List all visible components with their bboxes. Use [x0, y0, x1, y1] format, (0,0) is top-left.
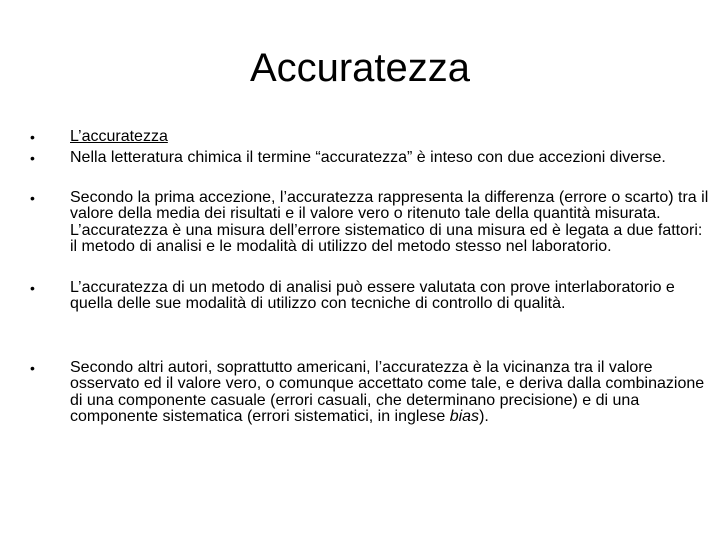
bullet-icon: •: [30, 190, 35, 206]
bullet-icon: •: [30, 280, 35, 296]
bullet-item-3: [30, 189, 710, 255]
bullet-item-5: [30, 359, 710, 425]
bullet-text-main: Secondo altri autori, soprattutto americani, l’accuratezza è la vicinanza tra il valore osservato ed il valore vero, o comunque accettato come tale, e deriva dalla combinazione di una componente casuale (errori casuali, che determinano precisione) e di una componente sistematica (errori sistematici, in inglese: [70, 359, 705, 425]
bullet-icon: •: [30, 150, 35, 166]
bullet-item-2: [30, 149, 710, 166]
bullet-text-end: ).: [479, 407, 489, 425]
bullet-text-italic: bias: [449, 407, 480, 425]
slide-title: Accuratezza: [249, 46, 471, 90]
bullet-item-4: [30, 279, 710, 313]
bullet-text: Secondo la prima accezione, l’accuratezza rappresenta la differenza (errore o scarto) tra il valore della media dei risultati e il valore vero o ritenuto tale della quantità misurata. L’accuratezza è una misura dell’errore sistematico di una misura ed è legata a due fattori: il metodo di analisi e le modalità di utilizzo del metodo stesso nel laboratorio.: [70, 189, 709, 255]
bullet-text: [70, 359, 704, 425]
bullet-text: L’accuratezza di un metodo di analisi può essere valutata con prove interlaboratorio e quella delle sue modalità di utilizzo con tecniche di controllo di qualità.: [70, 279, 675, 313]
bullet-text: L’accuratezza: [70, 128, 168, 145]
bullet-icon: •: [30, 129, 35, 145]
bullet-item-1: [30, 128, 710, 145]
bullet-icon: •: [30, 360, 35, 376]
bullet-text: Nella letteratura chimica il termine “accuratezza” è inteso con due accezioni diverse.: [70, 149, 666, 166]
